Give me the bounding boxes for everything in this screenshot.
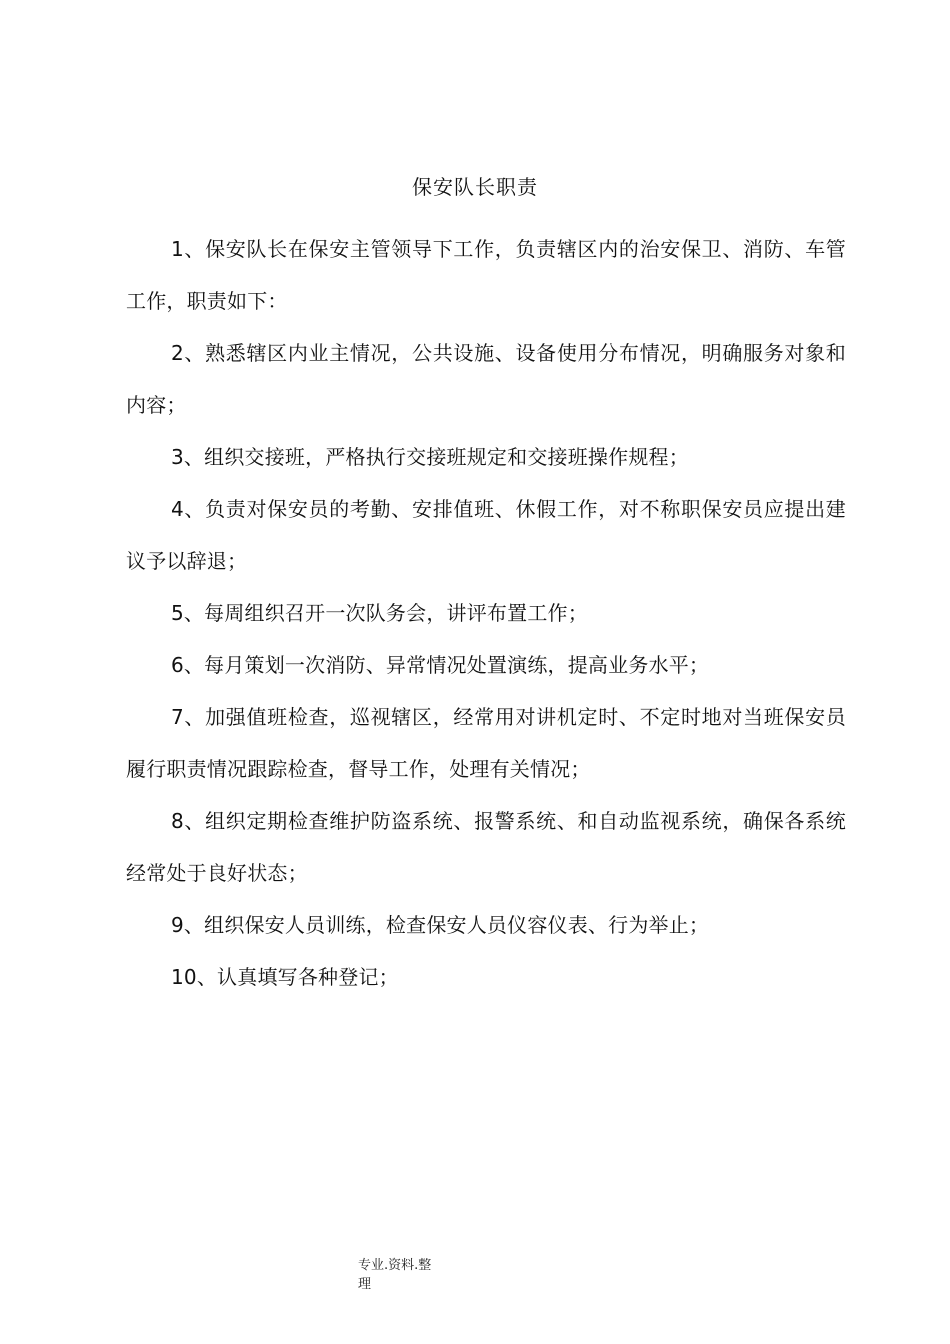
paragraph-5: 5、每周组织召开一次队务会，讲评布置工作； <box>171 601 588 625</box>
paragraph-10: 10、认真填写各种登记； <box>171 965 399 989</box>
paragraph-4: 4、负责对保安员的考勤、安排值班、休假工作，对不称职保安员应提出建议予以辞退； <box>126 497 846 573</box>
document-body <box>126 223 846 1003</box>
paragraph-1: 1、保安队长在保安主管领导下工作，负责辖区内的治安保卫、消防、车管工作，职责如下： <box>126 237 846 313</box>
paragraph-3: 3、组织交接班，严格执行交接班规定和交接班操作规程； <box>171 445 689 469</box>
paragraph-6: 6、每月策划一次消防、异常情况处置演练，提高业务水平； <box>171 653 710 677</box>
paragraph-9: 9、组织保安人员训练，检查保安人员仪容仪表、行为举止； <box>171 913 710 937</box>
paragraph-7: 7、加强值班检查，巡视辖区，经常用对讲机定时、不定时地对当班保安员履行职责情况跟踪检查，督导工作，处理有关情况； <box>126 705 846 781</box>
page-footer: 专业.资料.整理 <box>358 1258 432 1292</box>
paragraph-2: 2、熟悉辖区内业主情况，公共设施、设备使用分布情况，明确服务对象和内容； <box>126 341 846 417</box>
document-title: 保安队长职责 <box>412 175 538 199</box>
paragraph-8: 8、组织定期检查维护防盗系统、报警系统、和自动监视系统，确保各系统经常处于良好状态； <box>126 809 846 885</box>
